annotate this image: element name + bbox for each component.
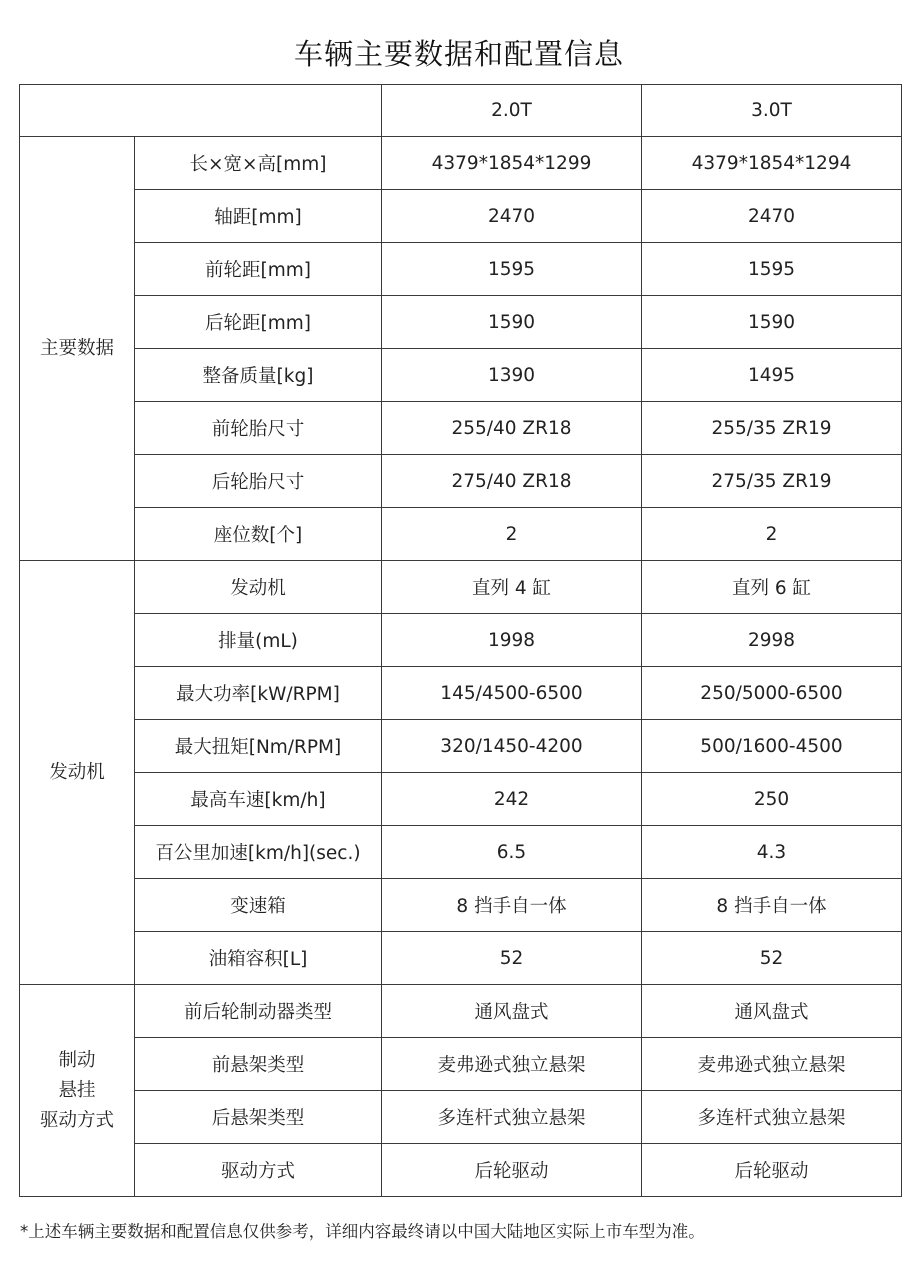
group-label-cell [20,561,135,985]
table-row [20,455,902,508]
value-2-0t: 1998 [382,614,642,667]
column-header-3-0t: 3.0T [642,85,902,137]
value-2-0t: 320/1450-4200 [382,720,642,773]
value-3-0t: 直列 6 缸 [642,561,902,614]
value-2-0t: 通风盘式 [382,985,642,1038]
value-3-0t: 后轮驱动 [642,1144,902,1197]
row-label: 变速箱 [135,879,382,932]
page-title: 车辆主要数据和配置信息 [293,37,624,71]
table-row [20,349,902,402]
column-header-2-0t: 2.0T [382,85,642,137]
value-3-0t: 1495 [642,349,902,402]
row-label: 前悬架类型 [135,1038,382,1091]
table-row [20,561,902,614]
table-row [20,614,902,667]
table-row [20,826,902,879]
group-label: 制动 [58,1049,96,1071]
table-header-row [20,85,902,137]
row-label: 最大扭矩[Nm/RPM] [135,720,382,773]
table-row [20,932,902,985]
group-label: 悬挂 [58,1079,96,1101]
value-3-0t: 275/35 ZR19 [642,455,902,508]
value-3-0t: 2998 [642,614,902,667]
row-label: 后轮胎尺寸 [135,455,382,508]
row-label: 长×宽×高[mm] [135,137,382,190]
row-label: 驱动方式 [135,1144,382,1197]
value-3-0t: 4.3 [642,826,902,879]
value-2-0t: 麦弗逊式独立悬架 [382,1038,642,1091]
row-label: 最大功率[kW/RPM] [135,667,382,720]
value-2-0t: 多连杆式独立悬架 [382,1091,642,1144]
group-label: 发动机 [49,761,105,783]
row-label: 前轮距[mm] [135,243,382,296]
group-label-cell [20,985,135,1197]
value-3-0t: 通风盘式 [642,985,902,1038]
row-label: 百公里加速[km/h](sec.) [135,826,382,879]
table-row [20,296,902,349]
value-3-0t: 255/35 ZR19 [642,402,902,455]
row-label: 最高车速[km/h] [135,773,382,826]
row-label: 排量(mL) [135,614,382,667]
value-2-0t: 4379*1854*1299 [382,137,642,190]
value-2-0t: 1590 [382,296,642,349]
value-2-0t: 275/40 ZR18 [382,455,642,508]
header-blank-cell [20,85,382,137]
value-3-0t: 250/5000-6500 [642,667,902,720]
value-2-0t: 242 [382,773,642,826]
row-label: 整备质量[kg] [135,349,382,402]
group-label: 驱动方式 [39,1109,114,1131]
row-label: 前后轮制动器类型 [135,985,382,1038]
value-3-0t: 4379*1854*1294 [642,137,902,190]
table-row [20,667,902,720]
value-2-0t: 6.5 [382,826,642,879]
value-2-0t: 1595 [382,243,642,296]
value-2-0t: 直列 4 缸 [382,561,642,614]
footnote: *上述车辆主要数据和配置信息仅供参考，详细内容最终请以中国大陆地区实际上市车型为准。 [20,1222,705,1241]
table-row [20,1038,902,1091]
group-label-cell [20,137,135,561]
value-3-0t: 2 [642,508,902,561]
row-label: 发动机 [135,561,382,614]
value-3-0t: 52 [642,932,902,985]
value-2-0t: 1390 [382,349,642,402]
row-label: 后悬架类型 [135,1091,382,1144]
value-3-0t: 2470 [642,190,902,243]
value-2-0t: 52 [382,932,642,985]
value-3-0t: 8 挡手自一体 [642,879,902,932]
table-row [20,1091,902,1144]
table-row [20,985,902,1038]
row-label: 前轮胎尺寸 [135,402,382,455]
table-row [20,243,902,296]
table-row [20,190,902,243]
value-3-0t: 250 [642,773,902,826]
table-row [20,402,902,455]
value-3-0t: 1590 [642,296,902,349]
spec-table [19,84,902,1197]
table-row [20,508,902,561]
row-label: 后轮距[mm] [135,296,382,349]
group-label: 主要数据 [39,337,114,359]
value-3-0t: 麦弗逊式独立悬架 [642,1038,902,1091]
table-row [20,720,902,773]
table-row [20,773,902,826]
table-row [20,1144,902,1197]
table-row [20,137,902,190]
value-3-0t: 500/1600-4500 [642,720,902,773]
value-2-0t: 8 挡手自一体 [382,879,642,932]
value-2-0t: 255/40 ZR18 [382,402,642,455]
value-2-0t: 2 [382,508,642,561]
value-2-0t: 145/4500-6500 [382,667,642,720]
row-label: 轴距[mm] [135,190,382,243]
value-2-0t: 后轮驱动 [382,1144,642,1197]
value-3-0t: 多连杆式独立悬架 [642,1091,902,1144]
value-2-0t: 2470 [382,190,642,243]
table-row [20,879,902,932]
row-label: 座位数[个] [135,508,382,561]
value-3-0t: 1595 [642,243,902,296]
row-label: 油箱容积[L] [135,932,382,985]
